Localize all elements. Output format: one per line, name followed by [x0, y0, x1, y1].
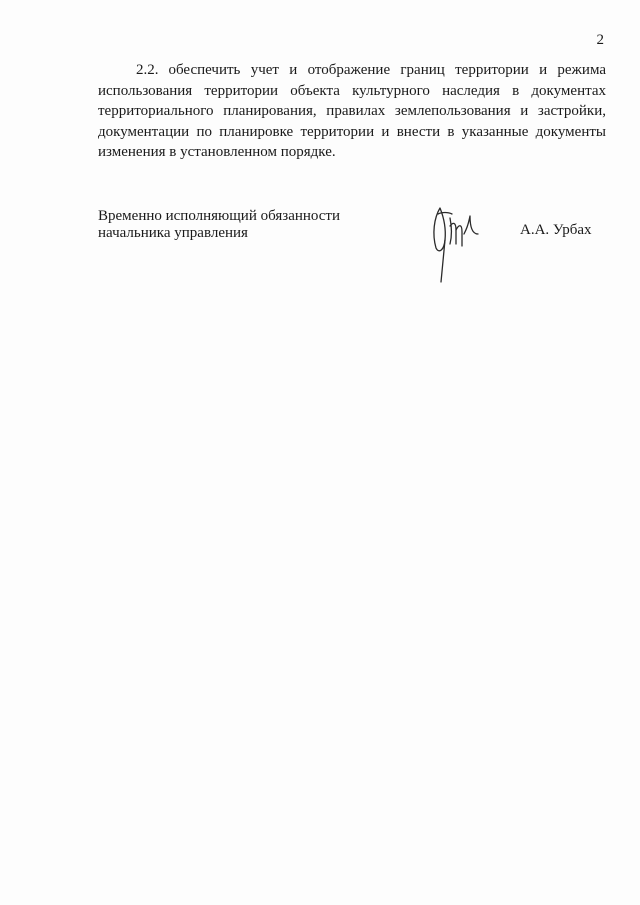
signatory-position-line-1: Временно исполняющий обязанности	[98, 208, 341, 224]
signatory-position-line-2: начальника управления	[98, 225, 248, 241]
clause-text: обеспечить учет и отображение границ территории и режима использования территории объекта культурного наследия в документах территориального планирования, правилах землепользования и застройки, документации по планировке территории и внести в указанные документы изменения в установленном порядке.	[98, 62, 606, 160]
signer-name: А.А. Урбах	[520, 222, 592, 238]
clause-number: 2.2.	[136, 62, 159, 78]
signatory-position	[98, 208, 340, 242]
clause-paragraph	[98, 60, 606, 163]
handwritten-signature	[426, 204, 482, 284]
page-number: 2	[596, 32, 604, 48]
